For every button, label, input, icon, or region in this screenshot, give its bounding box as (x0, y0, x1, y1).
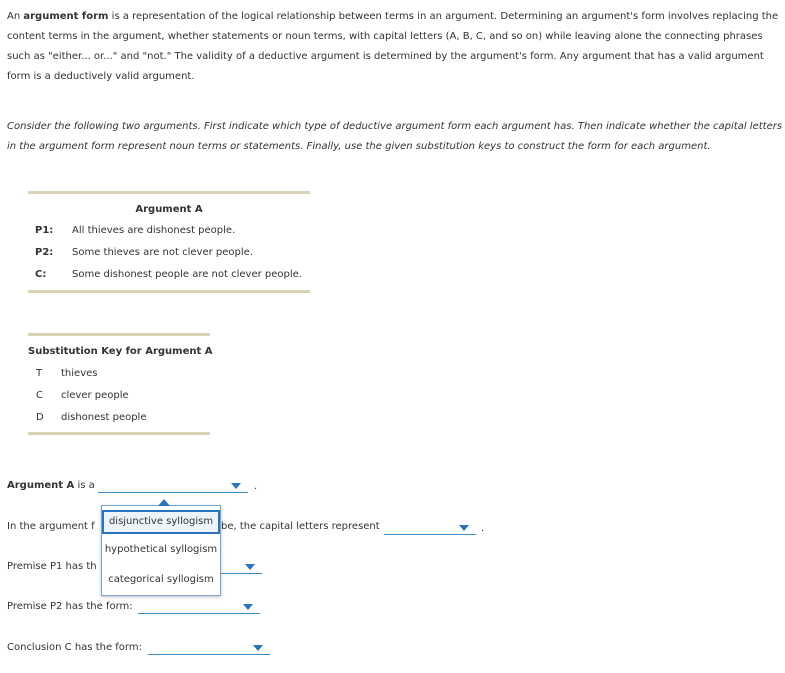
key-term-d: dishonest people (61, 412, 147, 423)
q4-prefix: Premise P2 has the form: (7, 601, 133, 612)
argument-a-bottom-rule (28, 290, 310, 293)
q3-prefix: Premise P1 has th (7, 561, 97, 572)
letters-represent-dropdown[interactable] (384, 521, 476, 535)
q1-rest: is a (74, 480, 95, 491)
key-title: Substitution Key for Argument A (28, 346, 213, 357)
argument-a-title: Argument A (135, 204, 203, 215)
argument-type-menu (101, 505, 221, 596)
key-top-rule (28, 333, 210, 336)
key-letter-d: D (36, 412, 44, 423)
menu-pointer-icon (158, 499, 170, 506)
key-term-c: clever people (61, 390, 129, 401)
chevron-down-icon (231, 483, 241, 489)
q2-middle: be, the capital letters represent (221, 521, 380, 532)
chevron-down-icon (245, 564, 255, 570)
key-letter-t: T (36, 368, 43, 379)
chevron-down-icon (459, 525, 469, 531)
intro-rest: is a representation of the logical relationship between terms in an argument. Determining an argument's form involves replacing the content terms in the argument, whether statements or noun terms, with capital letters (A, B, C, and so on) while leaving alone the connecting phrases such as "either... or..." and "not." The validity of a deductive argument is determined by the argument's form. Any argument that has a valid argument form is a deductively valid argument. (7, 11, 779, 82)
argument-type-dropdown[interactable] (98, 479, 248, 493)
q2-period: . (481, 523, 485, 534)
menu-option-disjunctive[interactable]: disjunctive syllogism (102, 510, 220, 534)
q1-text (7, 480, 95, 491)
menu-option-hypothetical[interactable]: hypothetical syllogism (104, 544, 218, 555)
premise-p2-text: Some thieves are not clever people. (72, 247, 253, 258)
premise-p2-label: P2: (35, 247, 54, 258)
q2-prefix: In the argument f (7, 521, 95, 532)
instructions: Consider the following two arguments. First indicate which type of deductive argument form each argument has. Then indicate whether the capital letters in the argument form represent noun terms or statements. Finally, use the given substitution keys to construct the form for each argument. (7, 121, 783, 152)
conclusion-text: Some dishonest people are not clever people. (72, 269, 302, 280)
key-term-t: thieves (61, 368, 98, 379)
intro-paragraph (7, 7, 783, 87)
key-bottom-rule (28, 432, 210, 435)
q5-prefix: Conclusion C has the form: (7, 642, 142, 653)
conclusion-form-dropdown[interactable] (148, 641, 270, 655)
menu-option-categorical[interactable]: categorical syllogism (108, 574, 214, 585)
key-letter-c: C (36, 390, 43, 401)
chevron-down-icon (243, 604, 253, 610)
premise-p1-label: P1: (35, 225, 54, 236)
p2-form-dropdown[interactable] (138, 600, 260, 614)
intro-lead: An (7, 11, 24, 22)
premise-p1-text: All thieves are dishonest people. (72, 225, 236, 236)
conclusion-label: C: (35, 269, 47, 280)
argument-a-top-rule (28, 191, 310, 194)
intro-term: argument form (23, 11, 109, 22)
q1-period: . (254, 481, 258, 492)
chevron-down-icon (253, 645, 263, 651)
q1-bold: Argument A (7, 480, 75, 491)
